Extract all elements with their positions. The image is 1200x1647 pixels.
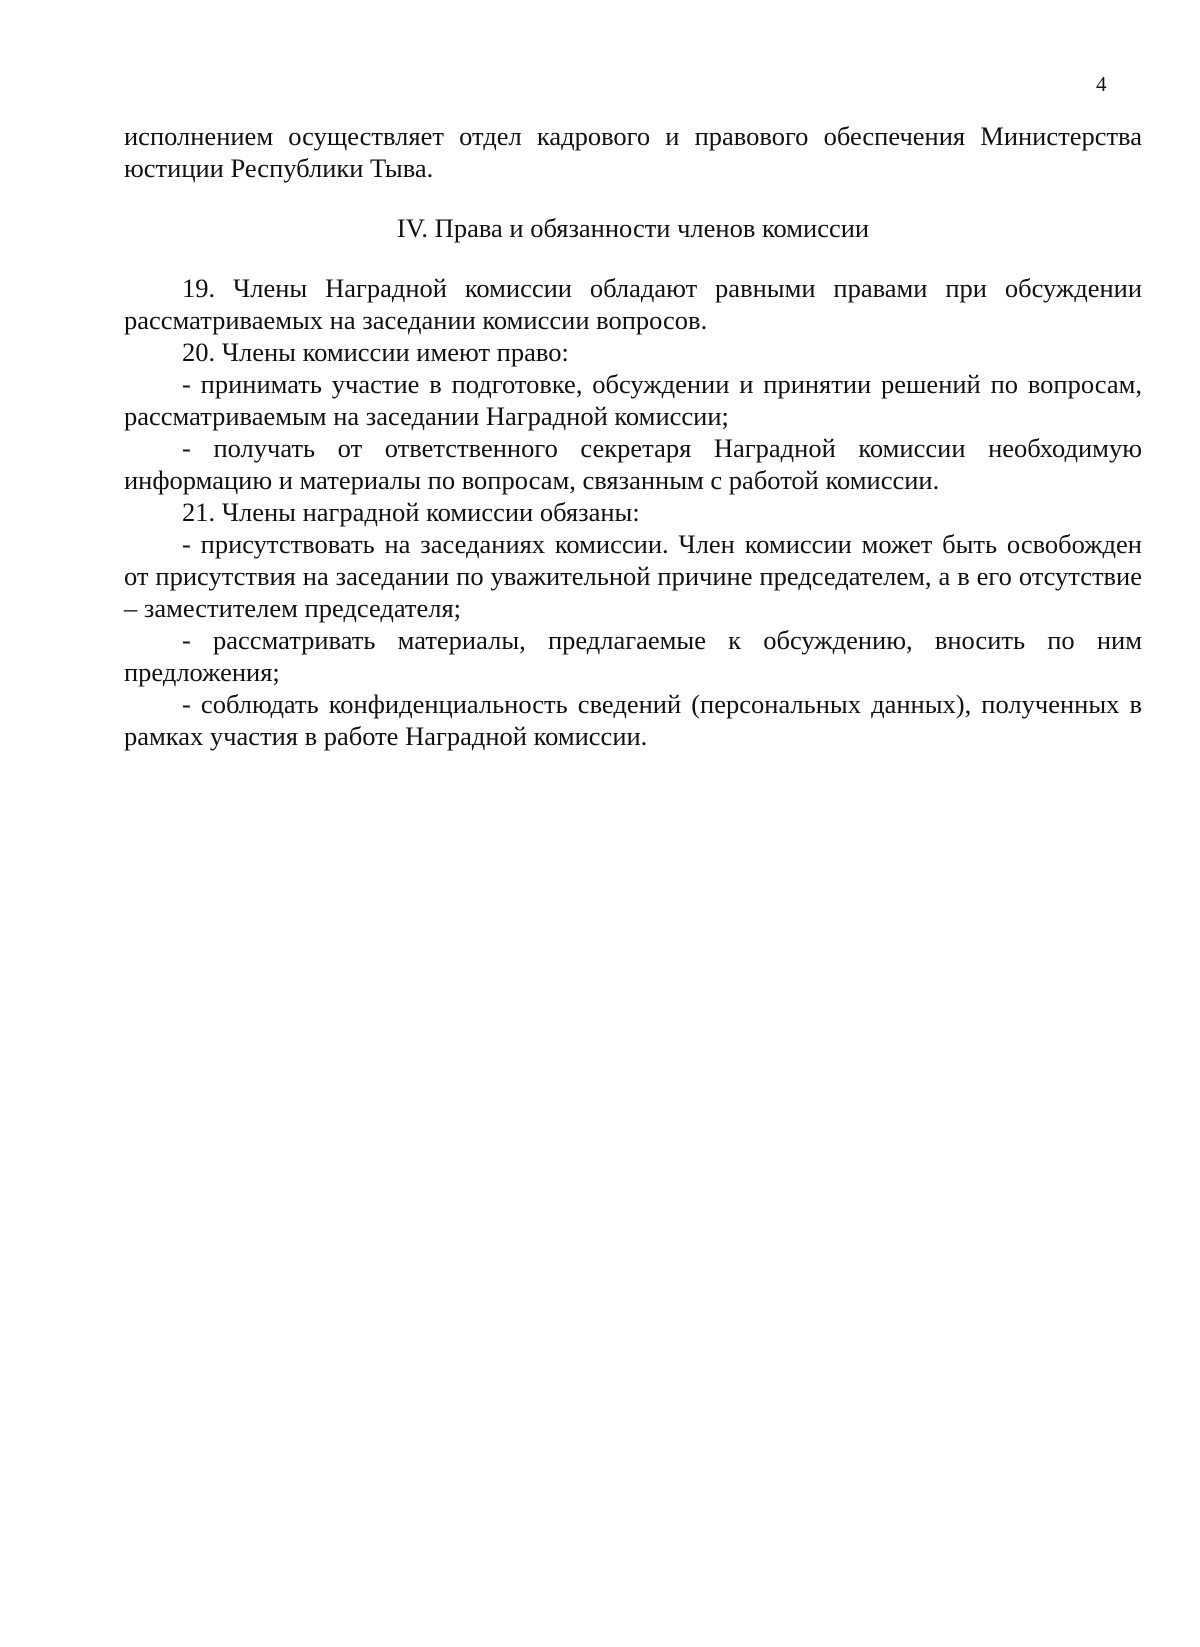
page-number: 4 xyxy=(1096,72,1107,96)
paragraph-19: 19. Члены Наградной комиссии обладают равными правами при обсуждении рассматриваемых на заседании комиссии вопросов. xyxy=(124,273,1142,335)
paragraph-20: 20. Члены комиссии имеют право: xyxy=(182,337,569,367)
paragraph-21-item-2: - рассматривать материалы, предлагаемые к обсуждению, вносить по ним предложения; xyxy=(124,625,1142,687)
paragraph-20-item-1: - принимать участие в подготовке, обсуждении и принятии решений по вопросам, рассматриваемым на заседании Наградной комиссии; xyxy=(124,369,1142,431)
intro-paragraph: исполнением осуществляет отдел кадрового и правового обеспечения Министерства юстиции Республики Тыва. xyxy=(124,121,1142,183)
paragraph-21-item-3: - соблюдать конфиденциальность сведений (персональных данных), полученных в рамках участия в работе Наградной комиссии. xyxy=(124,689,1142,751)
paragraph-20-item-2: - получать от ответственного секретаря Наградной комиссии необходимую информацию и материалы по вопросам, связанным с работой комиссии. xyxy=(124,433,1142,495)
section-heading: IV. Права и обязанности членов комиссии xyxy=(396,213,870,243)
paragraph-21: 21. Члены наградной комиссии обязаны: xyxy=(182,497,640,527)
paragraph-21-item-1: - присутствовать на заседаниях комиссии. Член комиссии может быть освобожден от присутствия на заседании по уважительной причине председателем, а в его отсутствие – заместителем председателя; xyxy=(124,529,1142,623)
document-body xyxy=(124,120,1142,752)
